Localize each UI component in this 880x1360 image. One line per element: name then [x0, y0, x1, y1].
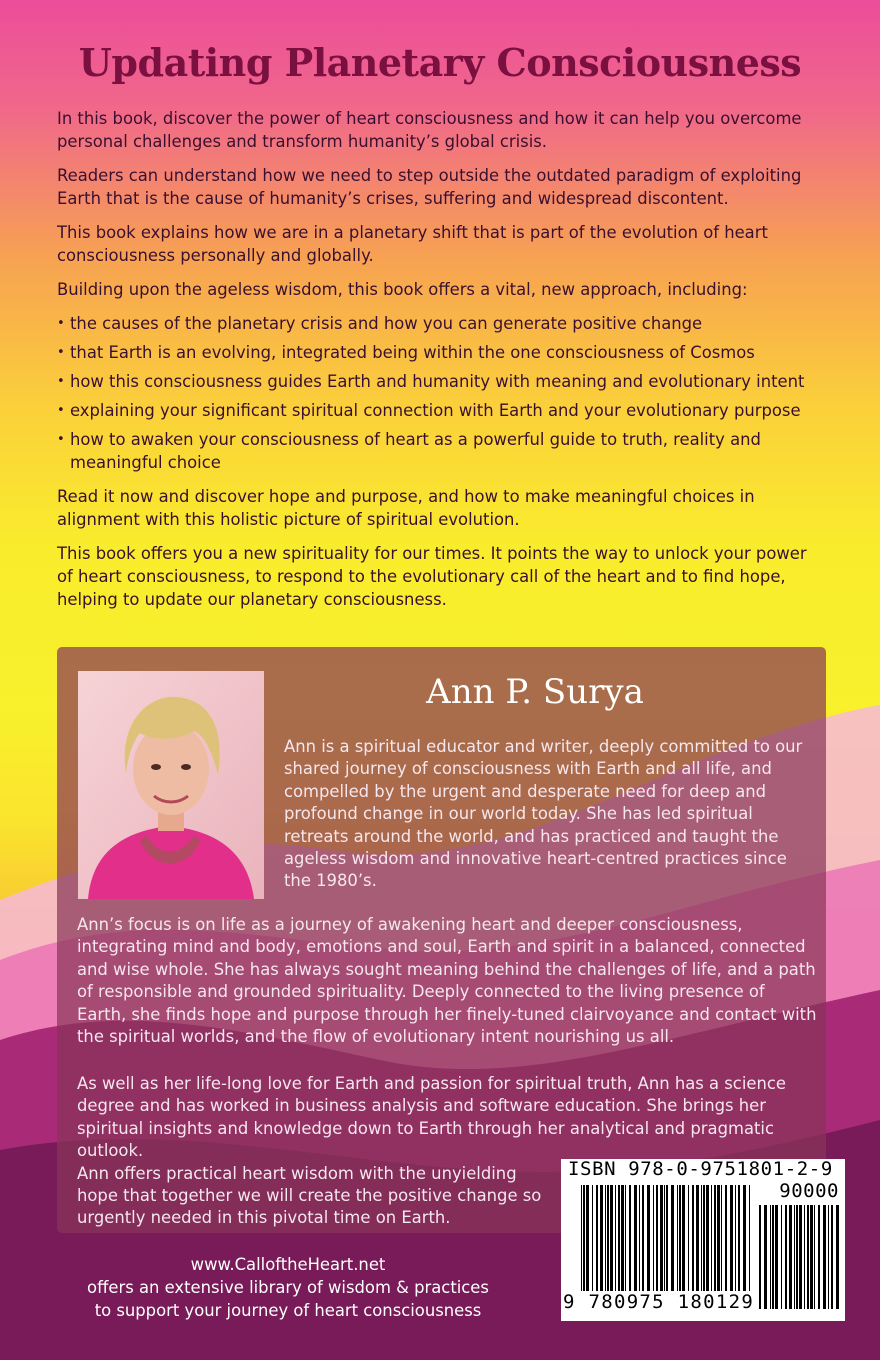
barcode-bar [671, 1185, 674, 1291]
author-bio-paragraph: Ann’s focus is on life as a journey of awakening heart and deeper consciousness, integrating mind and body, emotions and soul, Earth and spirit in a balanced, connected and wise whole. She has always sought meaning behind the challenges of life, and a path of responsible and grounded spirituality. Deeply connected to the living presence of Earth, she finds hope and purpose through her finely-tuned clairvoyance and contact with the spiritual worlds, and the flow of evolutionary intent nourishing us all. [77, 915, 817, 1047]
website-promo [58, 1253, 518, 1322]
barcode-bar [677, 1185, 678, 1291]
author-bio-text: Ann offers practical heart wisdom with the unyielding hope that together we will create the positive change so urgently needed in this pivotal time on Earth. [77, 1163, 542, 1228]
barcode-bar [629, 1185, 631, 1291]
barcode-bar [600, 1185, 603, 1291]
barcode-bar [735, 1185, 736, 1291]
barcode-bar [607, 1185, 609, 1291]
barcode-bar [692, 1185, 694, 1291]
barcode-bar [743, 1185, 746, 1291]
barcode-bar [610, 1185, 613, 1291]
barcode-bar [605, 1185, 606, 1291]
barcode-bar [775, 1205, 778, 1309]
barcode-bar [581, 1185, 582, 1291]
barcode-bar [759, 1205, 761, 1309]
barcode-bar [660, 1185, 663, 1291]
barcode-bar [764, 1205, 767, 1309]
barcode-bar [789, 1205, 792, 1309]
author-bio-text: As well as her life-long love for Earth and passion for spiritual truth, Ann has a science degree and has worked in business analysis and software education. She brings her spiritual insights and knowledge down to Earth through her analytical and pragmatic outlook. [77, 1074, 786, 1161]
barcode-bar [799, 1205, 802, 1309]
website-link[interactable]: www.CalloftheHeart.net [190, 1255, 386, 1274]
blurb-paragraph: This book explains how we are in a planetary shift that is part of the evolution of heart consciousness personally and globally. [57, 223, 768, 265]
isbn-label: ISBN 978-0-9751801-2-9 [568, 1158, 833, 1180]
barcode-bar [796, 1205, 798, 1309]
barcode-bar [711, 1185, 712, 1291]
barcode-bar [618, 1185, 620, 1291]
barcode-bar [642, 1185, 644, 1291]
ean-number: 9 780975 180129 [563, 1291, 755, 1313]
blurb-paragraph: Building upon the ageless wisdom, this book offers a vital, new approach, including: [57, 280, 748, 299]
barcode-bar [781, 1205, 782, 1309]
website-tagline: offers an extensive library of wisdom & practices [87, 1278, 489, 1297]
blurb-paragraph: Read it now and discover hope and purpose, and how to make meaningful choices in alignment with this holistic picture of spiritual evolution. [57, 487, 755, 529]
barcode-bar [647, 1185, 650, 1291]
barcode-bar [828, 1205, 829, 1309]
feature-list-item: • how to awaken your consciousness of heart as a powerful guide to truth, reality and meaningful choice [57, 428, 827, 474]
barcode-bar [653, 1185, 654, 1291]
author-bio-paragraph: Ann is a spiritual educator and writer, deeply committed to our shared journey of consciousness with Earth and all life, and compelled by the urgent and desperate need for deep and profound change in our world today. She has led spiritual retreats around the world, and has practiced and taught the ageless wisdom and innovative heart-centred practices since the 1980’s. [284, 737, 803, 891]
blurb-paragraph: This book offers you a new spirituality for our times. It points the way to unlock your power of heart consciousness, to respond to the evolutionary call of the heart and to find hope, helping to update our planetary consciousness. [57, 544, 807, 609]
barcode-bar [664, 1185, 665, 1291]
barcode-bar [794, 1205, 795, 1309]
barcode-bar [583, 1185, 585, 1291]
barcode-bar [721, 1185, 722, 1291]
barcode-bar [703, 1185, 705, 1291]
barcode-bar [586, 1185, 589, 1291]
website-tagline: to support your journey of heart consciousness [94, 1301, 482, 1320]
blurb-paragraph: Readers can understand how we need to step outside the outdated paradigm of exploiting Earth that is the cause of humanity’s crises, suffering and widespread discontent. [57, 166, 802, 208]
barcode-bar [738, 1185, 740, 1291]
barcode-bar [823, 1205, 826, 1309]
barcode-bar [701, 1185, 702, 1291]
price-addon-label: 90000 [779, 1180, 839, 1202]
barcode-bar [818, 1205, 820, 1309]
barcode-bar [770, 1205, 771, 1309]
blurb-paragraph: In this book, discover the power of heart consciousness and how it can help you overcome personal challenges and transform humanity’s global crisis. [57, 109, 802, 151]
barcode-bar [807, 1205, 809, 1309]
barcode-bar [634, 1185, 637, 1291]
book-title: Updating Planetary Consciousness [78, 40, 802, 85]
barcode-bar [749, 1185, 750, 1291]
barcode-bar [666, 1185, 668, 1291]
barcode-bar [725, 1185, 727, 1291]
barcode-bar [810, 1205, 813, 1309]
barcode-bar [772, 1205, 774, 1309]
author-name: Ann P. Surya [426, 672, 644, 712]
barcode-bar [814, 1205, 815, 1309]
barcode-bar [639, 1185, 640, 1291]
barcode-bar [804, 1205, 805, 1309]
barcode-bar [696, 1185, 699, 1291]
feature-list-item: • how this consciousness guides Earth and humanity with meaning and evolutionary intent [57, 370, 827, 393]
barcode-bar [706, 1185, 709, 1291]
isbn-barcode [561, 1159, 845, 1321]
barcode-bar [592, 1185, 593, 1291]
barcode-bar [615, 1185, 616, 1291]
author-photo [78, 671, 264, 899]
feature-list-item: • explaining your significant spiritual connection with Earth and your evolutionary purpose [57, 399, 827, 422]
barcode-bar [831, 1205, 833, 1309]
barcode-bar [625, 1185, 626, 1291]
feature-list [57, 312, 827, 474]
barcode-bar [596, 1185, 598, 1291]
barcode-bar [714, 1185, 716, 1291]
barcode-bar [679, 1185, 681, 1291]
barcode-bar [688, 1185, 689, 1291]
feature-list-item: • the causes of the planetary crisis and how you can generate positive change [57, 312, 827, 335]
barcode-bar [682, 1185, 685, 1291]
barcode-bar [730, 1185, 733, 1291]
barcode-bar [656, 1185, 658, 1291]
barcode-bar [785, 1205, 787, 1309]
feature-list-item: • that Earth is an evolving, integrated being within the one consciousness of Cosmos [57, 341, 827, 364]
barcode-bar [621, 1185, 624, 1291]
barcode-bar [717, 1185, 720, 1291]
book-blurb [57, 107, 827, 622]
barcode-bar [836, 1205, 839, 1309]
